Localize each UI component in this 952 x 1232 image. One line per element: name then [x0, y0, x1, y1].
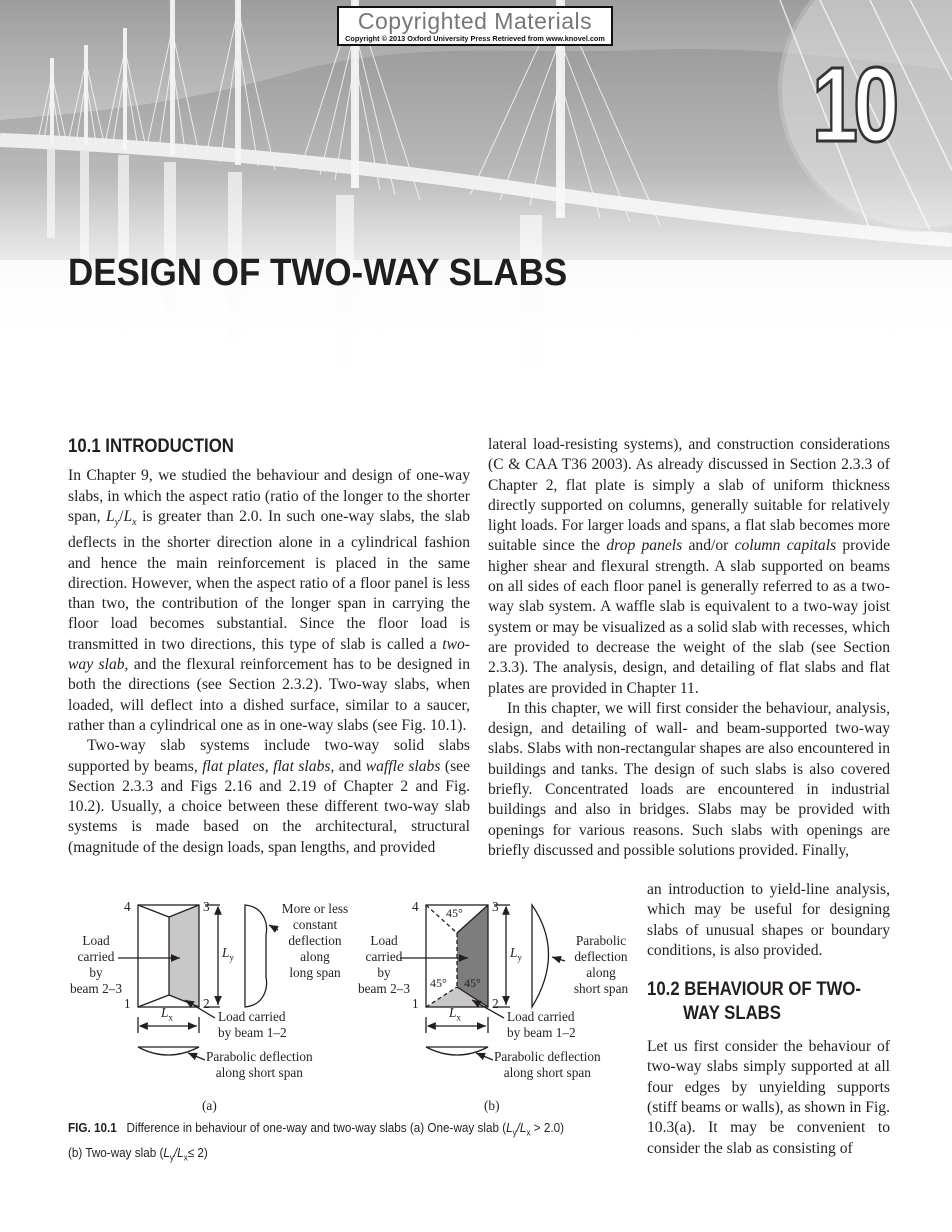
chapter-number: 10: [812, 46, 895, 164]
right-column: [488, 435, 890, 861]
corner-label-3a: 3: [203, 899, 210, 914]
angle-label-top: 45°: [446, 906, 463, 920]
figure-caption-label: FIG. 10.1: [68, 1120, 117, 1135]
short-span-deflection-right-label-b: Parabolic deflection along short span: [573, 933, 629, 996]
corner-label-1a: 1: [124, 996, 131, 1011]
section-heading-introduction: 10.1 INTRODUCTION: [68, 435, 234, 457]
corner-label-2a: 2: [203, 996, 210, 1011]
load-beam-12-label-a: Load carried by beam 1–2: [218, 1009, 287, 1040]
watermark-title: Copyrighted Materials: [357, 8, 593, 34]
corner-label-4b: 4: [412, 899, 419, 914]
ly-label-a: $L_y$: [222, 945, 234, 963]
intro-paragraph-1: In Chapter 9, we studied the behaviour and design of one-way slabs, in which the aspect ratio (ratio of the longer to the shorter span, $L_y/L_x$ is greater than 2.0. In such one-way slabs, the slab deflects in the shorter direction alone in a cylindrical fashion and hence the main reinforcement is placed in the same direction. However, when the aspect ratio of a floor panel is less than two, the contribution of the longer span in carrying the floor load becomes substantial. Since the floor load is transmitted in two directions, this type of slab is called a two-way slab, and the flexural reinforcement has to be designed in both the directions (see Section 2.3.2). Two-way slabs, when loaded, will deflect into a dished surface, similar to a saucer, rather than a cylindrical one as in one-way slabs (see Fig. 10.1).: [68, 467, 470, 734]
right-paragraph-1: lateral load-resisting systems), and construction considerations (C & CAA T36 2003). As already discussed in Section 2.3.3 of Chapter 2, flat plate is simply a slab of uniform thickness directly supported on columns, generally suitable for relatively light loads. For larger loads and spans, a flat slab becomes more suitable since the drop panels and/or column capitals provide higher shear and flexural strength. A slab supported on beams on all sides of each floor panel is generally referred to as a two-way slab system. A waffle slab is equivalent to a two-way joist system or may be visualized as a solid slab with recesses, which are provided to decrease the weight of the slab (see Section 2.3.3). The analysis, design, and detailing of flat slabs and flat plates are provided in Chapter 11.: [488, 436, 890, 697]
watermark-subtitle: Copyright © 2013 Oxford University Press Retrieved from www.knovel.com: [345, 34, 605, 43]
bridge-illustration: [0, 0, 952, 380]
long-span-deflection-label: More or less constant deflection along long span: [281, 901, 349, 980]
right-paragraph-2: In this chapter, we will first consider the behaviour, analysis, design, and detailing of wall- and beam-supported two-way slabs. Slabs with non-rectangular shapes are also encountered in buildings and tanks. The design of such slabs is also covered briefly. Concentrated loads are encountered in industrial buildings and also in bridges. Slabs may be provided with openings for various reasons. Such slabs with openings are briefly discussed and possible solutions provided. Finally,: [488, 699, 890, 859]
ly-label-b: $L_y$: [510, 945, 522, 963]
right-paragraph-2-continued: an introduction to yield-line analysis, which may be useful for designing slabs of unusual shapes or boundary conditions, is also provided.: [647, 881, 890, 959]
figure-tag-b: (b): [484, 1098, 500, 1113]
short-span-deflection-label-a: Parabolic deflection along short span: [206, 1049, 313, 1080]
chapter-banner-image: [0, 0, 952, 380]
angle-label-bottom-left: 45°: [430, 976, 447, 990]
corner-label-3b: 3: [492, 899, 499, 914]
load-beam-12-label-b: Load carried by beam 1–2: [507, 1009, 576, 1040]
short-span-deflection-label-b: Parabolic deflection along short span: [494, 1049, 601, 1080]
lx-label-b: $L_x$: [449, 1005, 461, 1023]
corner-label-1b: 1: [412, 996, 419, 1011]
left-column: [68, 436, 470, 858]
figure-tag-a: (a): [202, 1098, 217, 1113]
chapter-title: DESIGN OF TWO-WAY SLABS: [68, 252, 568, 294]
copyright-watermark: [337, 6, 613, 46]
corner-label-2b: 2: [492, 996, 499, 1011]
section-heading-behaviour: 10.2 BEHAVIOUR OF TWO- WAY SLABS: [647, 978, 861, 1025]
intro-paragraph-2: Two-way slab systems include two-way solid slabs supported by beams, flat plates, flat slabs, and waffle slabs (see Section 2.3.3 and Figs 2.16 and 2.19 of Chapter 2 and Fig. 10.2). Usually, a choice between these different two-way slab systems is made based on the architectural, structural (magnitude of the design loads, span lengths, and provided: [68, 737, 471, 856]
angle-label-bottom-right: 45°: [464, 976, 481, 990]
figure-10-1: [60, 895, 640, 1113]
load-beam-23-label-a: Load carried by beam 2–3: [69, 933, 123, 996]
corner-label-4a: 4: [124, 899, 131, 914]
behaviour-paragraph-1: Let us first consider the behaviour of two-way slabs simply supported at all four edges by unyielding supports (stiff beams or walls), as shown in Fig. 10.3(a). It may be convenient to consider the slab as consisting of: [647, 1038, 890, 1157]
figure-caption: FIG. 10.1 Difference in behaviour of one-way and two-way slabs (a) One-way slab $(L_y/L_x > 2.0)$ (b) Two-way slab $(L_y/L_x\le 2)$: [68, 1120, 564, 1163]
load-beam-23-label-b: Load carried by beam 2–3: [357, 933, 411, 996]
lx-label-a: $L_x$: [161, 1005, 173, 1023]
right-column-narrow: [647, 880, 890, 1159]
